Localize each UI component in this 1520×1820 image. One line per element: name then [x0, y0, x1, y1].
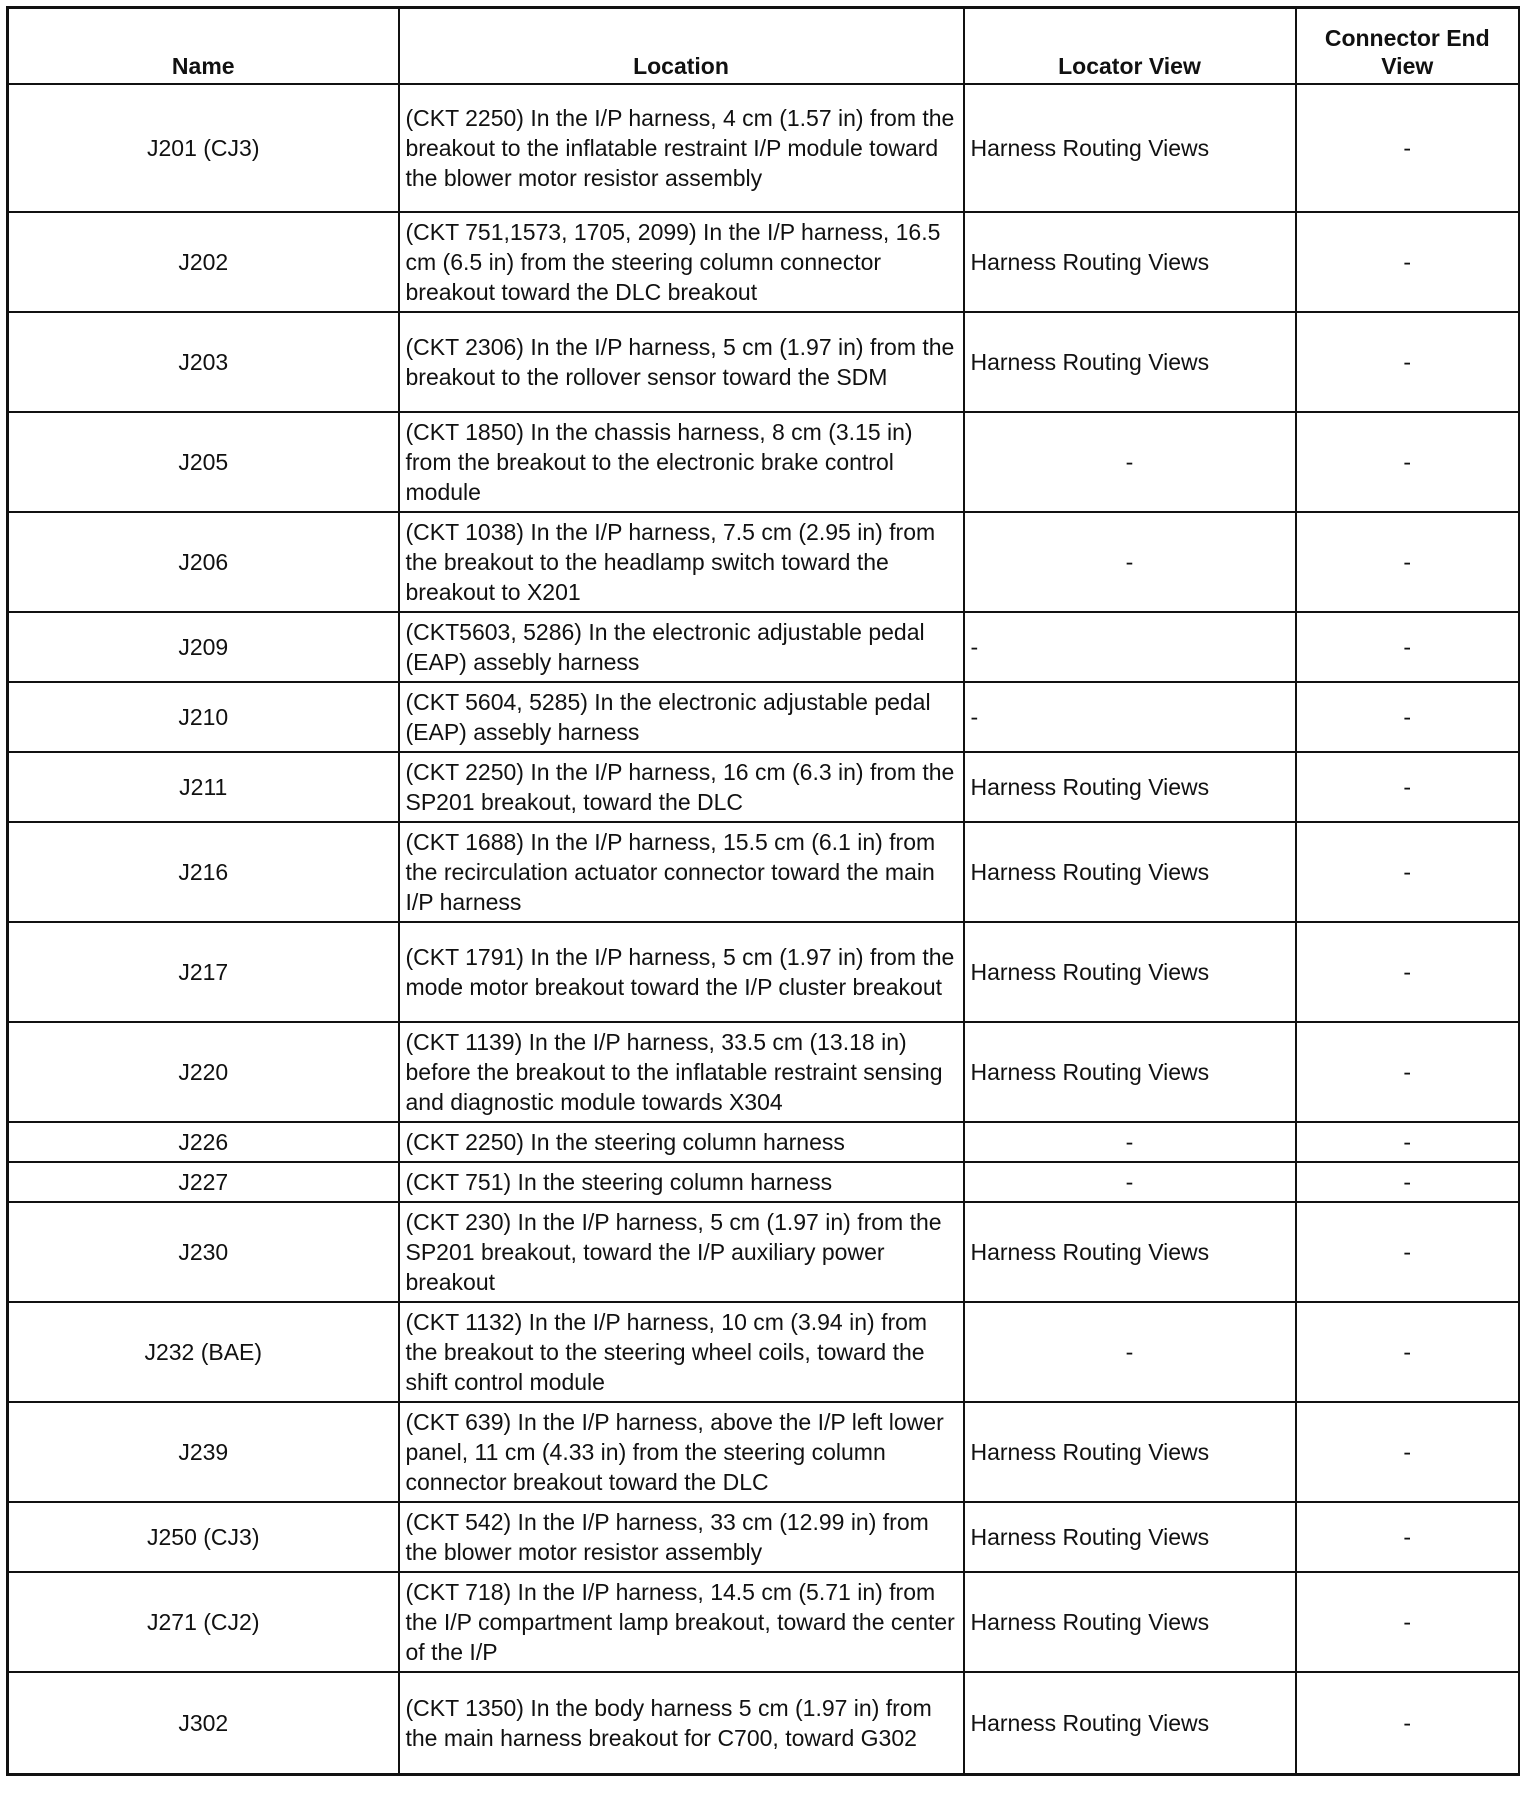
cell-locator-view: Harness Routing Views [964, 312, 1296, 412]
cell-name: J271 (CJ2) [8, 1572, 399, 1672]
cell-locator-view: Harness Routing Views [964, 1402, 1296, 1502]
cell-locator-view: Harness Routing Views [964, 922, 1296, 1022]
cell-location: (CKT 751) In the steering column harness [399, 1162, 964, 1202]
cell-name: J203 [8, 312, 399, 412]
cell-location: (CKT 542) In the I/P harness, 33 cm (12.99 in) from the blower motor resistor assembly [399, 1502, 964, 1572]
cell-locator-view: - [964, 612, 1296, 682]
cell-connector-end-view: - [1296, 1022, 1520, 1122]
cell-location: (CKT 1850) In the chassis harness, 8 cm (3.15 in) from the breakout to the electronic brake control module [399, 412, 964, 512]
cell-locator-view: - [964, 1162, 1296, 1202]
table-row [8, 1302, 1520, 1402]
cell-location: (CKT 2306) In the I/P harness, 5 cm (1.97 in) from the breakout to the rollover sensor toward the SDM [399, 312, 964, 412]
table-row [8, 1402, 1520, 1502]
cell-locator-view: - [964, 1122, 1296, 1162]
cell-name: J217 [8, 922, 399, 1022]
document-page [6, 6, 1518, 1776]
cell-name: J227 [8, 1162, 399, 1202]
cell-name: J239 [8, 1402, 399, 1502]
cell-connector-end-view: - [1296, 822, 1520, 922]
header-row [8, 8, 1520, 85]
cell-connector-end-view: - [1296, 922, 1520, 1022]
cell-locator-view: Harness Routing Views [964, 752, 1296, 822]
table-row [8, 822, 1520, 922]
cell-locator-view: Harness Routing Views [964, 212, 1296, 312]
cell-locator-view: Harness Routing Views [964, 1022, 1296, 1122]
cell-connector-end-view: - [1296, 612, 1520, 682]
cell-locator-view: Harness Routing Views [964, 822, 1296, 922]
cell-name: J302 [8, 1672, 399, 1775]
cell-name: J220 [8, 1022, 399, 1122]
cell-location: (CKT 2250) In the steering column harness [399, 1122, 964, 1162]
table-row [8, 922, 1520, 1022]
table-header [8, 8, 1520, 85]
cell-location: (CKT 1139) In the I/P harness, 33.5 cm (13.18 in) before the breakout to the inflatable restraint sensing and diagnostic module towards X304 [399, 1022, 964, 1122]
cell-connector-end-view: - [1296, 412, 1520, 512]
cell-name: J230 [8, 1202, 399, 1302]
cell-locator-view: Harness Routing Views [964, 84, 1296, 212]
cell-name: J210 [8, 682, 399, 752]
cell-name: J205 [8, 412, 399, 512]
cell-name: J216 [8, 822, 399, 922]
cell-connector-end-view: - [1296, 682, 1520, 752]
cell-locator-view: - [964, 512, 1296, 612]
cell-location: (CKT5603, 5286) In the electronic adjustable pedal (EAP) assebly harness [399, 612, 964, 682]
cell-connector-end-view: - [1296, 1162, 1520, 1202]
table-row [8, 84, 1520, 212]
cell-connector-end-view: - [1296, 312, 1520, 412]
table-row [8, 1122, 1520, 1162]
header-connector-end-view-line1: Connector End [1324, 25, 1490, 51]
cell-location: (CKT 1132) In the I/P harness, 10 cm (3.94 in) from the breakout to the steering wheel coils, toward the shift control module [399, 1302, 964, 1402]
table-row [8, 612, 1520, 682]
header-name: Name [8, 8, 399, 85]
table-row [8, 512, 1520, 612]
cell-location: (CKT 2250) In the I/P harness, 4 cm (1.57 in) from the breakout to the inflatable restraint I/P module toward the blower motor resistor assembly [399, 84, 964, 212]
cell-location: (CKT 2250) In the I/P harness, 16 cm (6.3 in) from the SP201 breakout, toward the DLC [399, 752, 964, 822]
cell-locator-view: Harness Routing Views [964, 1672, 1296, 1775]
cell-location: (CKT 1688) In the I/P harness, 15.5 cm (6.1 in) from the recirculation actuator connector toward the main I/P harness [399, 822, 964, 922]
cell-name: J206 [8, 512, 399, 612]
table-body [8, 84, 1520, 1775]
cell-name: J250 (CJ3) [8, 1502, 399, 1572]
cell-connector-end-view: - [1296, 1402, 1520, 1502]
cell-connector-end-view: - [1296, 752, 1520, 822]
cell-location: (CKT 5604, 5285) In the electronic adjustable pedal (EAP) assebly harness [399, 682, 964, 752]
cell-connector-end-view: - [1296, 512, 1520, 612]
cell-connector-end-view: - [1296, 1502, 1520, 1572]
header-locator-view: Locator View [964, 8, 1296, 85]
cell-location: (CKT 1350) In the body harness 5 cm (1.97 in) from the main harness breakout for C700, toward G302 [399, 1672, 964, 1775]
cell-name: J211 [8, 752, 399, 822]
cell-location: (CKT 718) In the I/P harness, 14.5 cm (5.71 in) from the I/P compartment lamp breakout, toward the center of the I/P [399, 1572, 964, 1672]
table-row [8, 1502, 1520, 1572]
cell-location: (CKT 751,1573, 1705, 2099) In the I/P harness, 16.5 cm (6.5 in) from the steering column connector breakout toward the DLC breakout [399, 212, 964, 312]
header-connector-end-view [1296, 8, 1520, 85]
cell-connector-end-view: - [1296, 1572, 1520, 1672]
cell-location: (CKT 230) In the I/P harness, 5 cm (1.97 in) from the SP201 breakout, toward the I/P auxiliary power breakout [399, 1202, 964, 1302]
cell-connector-end-view: - [1296, 212, 1520, 312]
table-row [8, 1672, 1520, 1775]
cell-locator-view: Harness Routing Views [964, 1502, 1296, 1572]
cell-location: (CKT 1038) In the I/P harness, 7.5 cm (2.95 in) from the breakout to the headlamp switch toward the breakout to X201 [399, 512, 964, 612]
header-location: Location [399, 8, 964, 85]
cell-location: (CKT 639) In the I/P harness, above the I/P left lower panel, 11 cm (4.33 in) from the steering column connector breakout toward the DLC [399, 1402, 964, 1502]
header-connector-end-view-line2: View [1381, 53, 1434, 79]
cell-locator-view: - [964, 1302, 1296, 1402]
table-row [8, 752, 1520, 822]
cell-locator-view: - [964, 682, 1296, 752]
cell-name: J232 (BAE) [8, 1302, 399, 1402]
cell-name: J209 [8, 612, 399, 682]
connector-location-table [6, 6, 1520, 1776]
table-row [8, 1162, 1520, 1202]
cell-connector-end-view: - [1296, 1122, 1520, 1162]
table-row [8, 682, 1520, 752]
table-row [8, 312, 1520, 412]
cell-name: J226 [8, 1122, 399, 1162]
cell-locator-view: - [964, 412, 1296, 512]
cell-location: (CKT 1791) In the I/P harness, 5 cm (1.97 in) from the mode motor breakout toward the I/P cluster breakout [399, 922, 964, 1022]
table-row [8, 212, 1520, 312]
cell-connector-end-view: - [1296, 1202, 1520, 1302]
cell-connector-end-view: - [1296, 1302, 1520, 1402]
table-row [8, 1572, 1520, 1672]
cell-locator-view: Harness Routing Views [964, 1572, 1296, 1672]
table-row [8, 1202, 1520, 1302]
cell-name: J202 [8, 212, 399, 312]
cell-connector-end-view: - [1296, 84, 1520, 212]
table-row [8, 412, 1520, 512]
cell-locator-view: Harness Routing Views [964, 1202, 1296, 1302]
cell-connector-end-view: - [1296, 1672, 1520, 1775]
table-row [8, 1022, 1520, 1122]
cell-name: J201 (CJ3) [8, 84, 399, 212]
